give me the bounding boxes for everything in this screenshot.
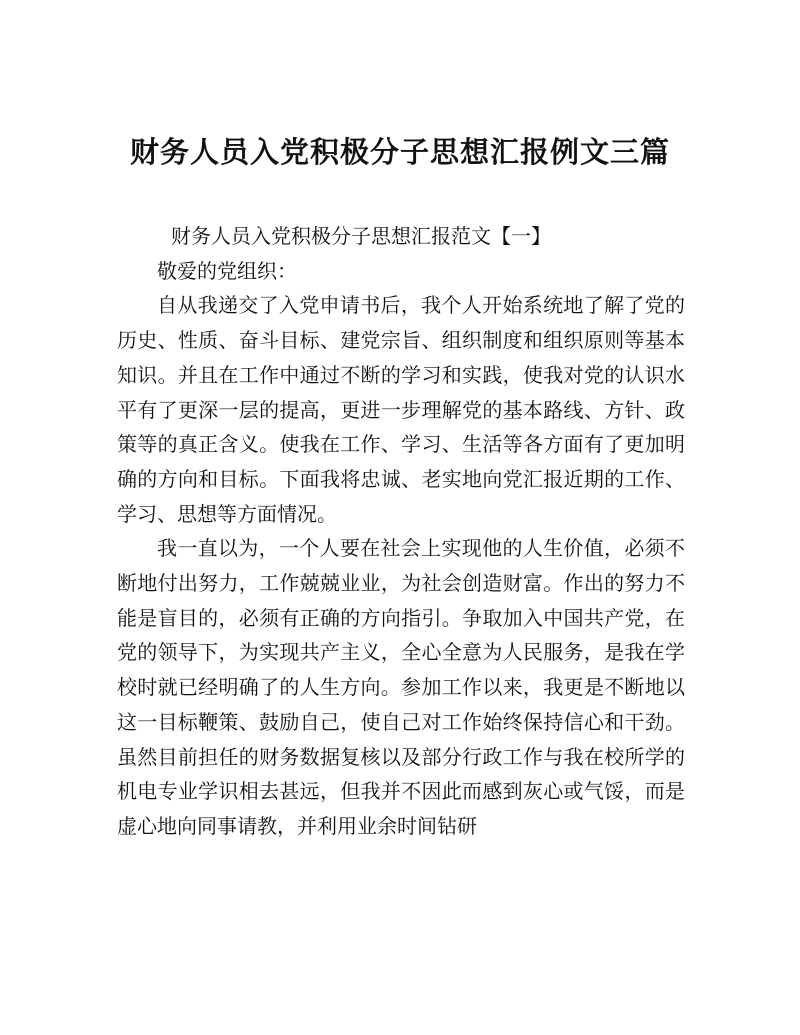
paragraph-1: 自从我递交了入党申请书后，我个人开始系统地了解了党的历史、性质、奋斗目标、建党宗旨、组织制度和组织原则等基本知识。并且在工作中通过不断的学习和实践，使我对党的认识水平有了更深一层的提高，更进一步理解党的基本路线、方针、政策等的真正含义。使我在工作、学习、生活等各方面有了更加明确的方向和目标。下面我将忠诚、老实地向党汇报近期的工作、学习、思想等方面情况。 bbox=[117, 293, 685, 526]
document-title: 财务人员入党积极分子思想汇报例文三篇 bbox=[129, 135, 670, 169]
paragraph-2: 我一直以为，一个人要在社会上实现他的人生价值，必须不断地付出努力，工作兢兢业业，为社会创造财富。作出的努力不能是盲目的，必须有正确的方向指引。争取加入中国共产党，在党的领导下，为实现共产主义，全心全意为人民服务，是我在学校时就已经明确了的人生方向。参加工作以来，我更是不断地以这一目标鞭策、鼓励自己，使自己对工作始终保持信心和干劲。虽然目前担任的财务数据复核以及部分行政工作与我在校所学的机电专业学识相去甚远，但我并不因此而感到灰心或气馁，而是虚心地向同事请教，并利用业余时间钻研 bbox=[117, 536, 685, 838]
section-subtitle: 财务人员入党积极分子思想汇报范文【一】 bbox=[171, 224, 551, 248]
document-body bbox=[117, 219, 685, 844]
salutation: 敬爱的党组织： bbox=[157, 258, 297, 283]
